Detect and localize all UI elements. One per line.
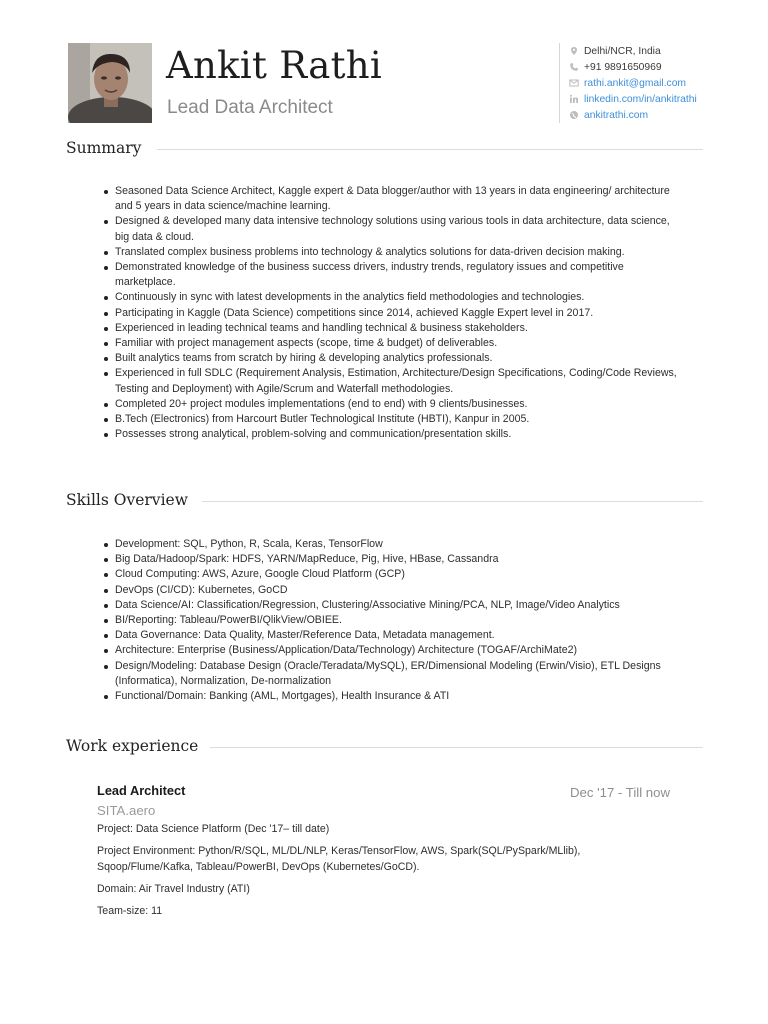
- profile-photo: [68, 43, 152, 123]
- job-domain: Domain: Air Travel Industry (ATI): [97, 882, 250, 895]
- phone-icon: [568, 62, 579, 73]
- mail-icon: [568, 78, 579, 89]
- location-pin-icon: [568, 46, 579, 57]
- candidate-title: Lead Data Architect: [167, 97, 333, 118]
- summary-item: Experienced in leading technical teams and handling technical & business stakeholders.: [103, 321, 678, 336]
- job-team-size: Team-size: 11: [97, 905, 163, 918]
- summary-item: Built analytics teams from scratch by hiring & developing analytics professionals.: [103, 351, 678, 366]
- skill-item: Development: SQL, Python, R, Scala, Keras, TensorFlow: [103, 537, 678, 552]
- website-link[interactable]: ankitrathi.com: [584, 109, 649, 121]
- summary-item: Continuously in sync with latest developments in the analytics field methodologies and technologies.: [103, 290, 678, 305]
- summary-item: Participating in Kaggle (Data Science) competitions since 2014, achieved Kaggle Expert level in 2017.: [103, 306, 678, 321]
- linkedin-link[interactable]: linkedin.com/in/ankitrathi: [584, 93, 697, 105]
- skills-divider: [202, 501, 703, 502]
- candidate-name: Ankit Rathi: [166, 44, 383, 87]
- job-entry: [97, 783, 677, 919]
- contact-info: [559, 43, 697, 123]
- skill-item: Data Governance: Data Quality, Master/Reference Data, Metadata management.: [103, 628, 678, 643]
- summary-divider: [157, 149, 703, 150]
- skills-list: [103, 537, 678, 704]
- contact-phone: [568, 59, 697, 75]
- contact-location-text: Delhi/NCR, India: [584, 45, 661, 57]
- summary-item: Familiar with project management aspects (scope, time & budget) of deliverables.: [103, 336, 678, 351]
- contact-phone-text: +91 9891650969: [584, 61, 662, 73]
- globe-icon: [568, 110, 579, 121]
- summary-list: [103, 184, 678, 442]
- skill-item: Architecture: Enterprise (Business/Application/Data/Technology) Architecture (TOGAF/ArchiMate2): [103, 643, 678, 658]
- summary-item: Seasoned Data Science Architect, Kaggle expert & Data blogger/author with 13 years in data engineering/ architecture and 5 years in data science/machine learning.: [103, 184, 678, 214]
- work-divider: [210, 747, 703, 748]
- skill-item: Data Science/AI: Classification/Regression, Clustering/Associative Mining/PCA, NLP, Image/Video Analytics: [103, 598, 678, 613]
- job-dates: Dec '17 - Till now: [570, 785, 670, 800]
- contact-email[interactable]: [568, 75, 697, 91]
- summary-item: Possesses strong analytical, problem-solving and communication/presentation skills.: [103, 427, 678, 442]
- skill-item: Functional/Domain: Banking (AML, Mortgages), Health Insurance & ATI: [103, 689, 678, 704]
- job-company: SITA.aero: [97, 803, 156, 818]
- skill-item: Big Data/Hadoop/Spark: HDFS, YARN/MapReduce, Pig, Hive, HBase, Cassandra: [103, 552, 678, 567]
- summary-item: Experienced in full SDLC (Requirement Analysis, Estimation, Architecture/Design Specifications, Coding/Code Reviews, Testing and Deployment) with Agile/Scrum and Waterfall methodologies.: [103, 366, 678, 396]
- skill-item: Design/Modeling: Database Design (Oracle/Teradata/MySQL), ER/Dimensional Modeling (Erwin/Visio), ETL Designs (Informatica), Normalization, De-normalization: [103, 659, 678, 689]
- summary-item: Demonstrated knowledge of the business success drivers, industry trends, regulatory issues and competitive marketplace.: [103, 260, 678, 290]
- skill-item: Cloud Computing: AWS, Azure, Google Cloud Platform (GCP): [103, 567, 678, 582]
- skill-item: DevOps (CI/CD): Kubernetes, GoCD: [103, 583, 678, 598]
- contact-linkedin[interactable]: [568, 91, 697, 107]
- job-environment: Project Environment: Python/R/SQL, ML/DL/NLP, Keras/TensorFlow, AWS, Spark(SQL/PySpark/MLlib), Sqoop/Flume/Kafka, Tableau/PowerBI, DevOps (Kubernetes/GoCD).: [97, 845, 581, 873]
- linkedin-icon: [568, 94, 579, 105]
- summary-item: B.Tech (Electronics) from Harcourt Butler Technological Institute (HBTI), Kanpur in 2005.: [103, 412, 678, 427]
- email-link[interactable]: rathi.ankit@gmail.com: [584, 77, 687, 89]
- summary-item: Designed & developed many data intensive technology solutions using various tools in data architecture, data science, big data & cloud.: [103, 214, 678, 244]
- portrait-image: [68, 43, 152, 123]
- job-project: Project: Data Science Platform (Dec '17– till date): [97, 823, 330, 835]
- skills-heading: Skills Overview: [66, 491, 188, 509]
- contact-location: [568, 43, 697, 59]
- summary-item: Translated complex business problems into technology & analytics solutions for data-driven decision making.: [103, 245, 678, 260]
- summary-heading: Summary: [66, 139, 142, 157]
- resume-header: [0, 0, 768, 135]
- skill-item: BI/Reporting: Tableau/PowerBI/QlikView/OBIEE.: [103, 613, 678, 628]
- contact-website[interactable]: [568, 107, 697, 123]
- summary-item: Completed 20+ project modules implementations (end to end) with 9 clients/businesses.: [103, 397, 678, 412]
- work-heading: Work experience: [66, 737, 199, 755]
- job-title: Lead Architect: [97, 783, 186, 798]
